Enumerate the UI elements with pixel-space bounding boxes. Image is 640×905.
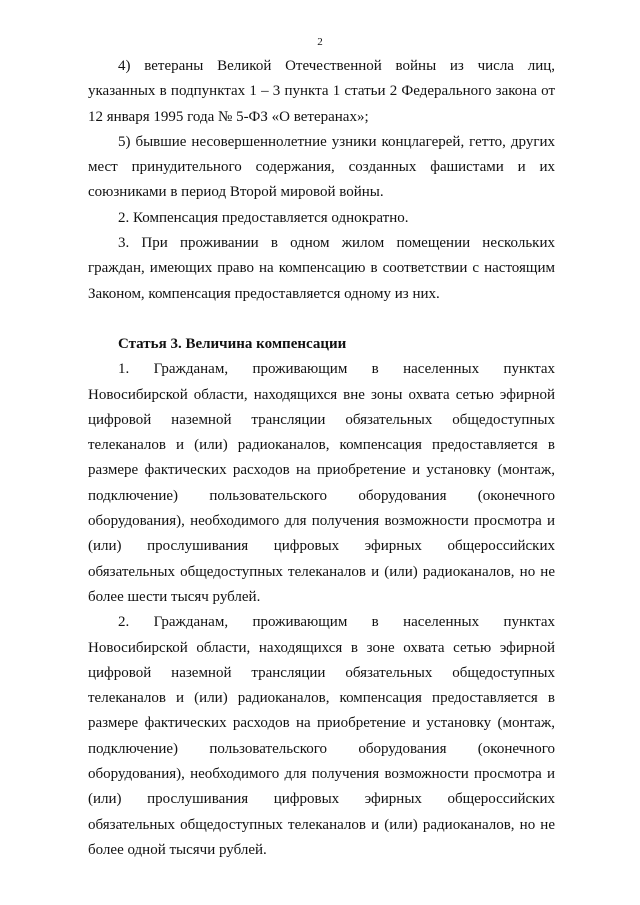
paragraph-one-time-compensation: 2. Компенсация предоставляется однократно. <box>118 209 409 226</box>
paragraph-veterans: 4) ветераны Великой Отечественной войны из числа лиц, указанных в подпунктах 1 – 3 пункта 1 статьи 2 Федерального закона от 12 января 1995 года № 5-ФЗ «О ветеранах»; <box>88 58 555 125</box>
article-3-item-2: 2. Гражданам, проживающим в населенных пунктах Новосибирской области, находящихся в зоне охвата сетью эфирной цифровой наземной трансляции обязательных общедоступных телеканалов и (или) радиоканалов, компенсация предоставляется в размере фактических расходов на приобретение и установку (монтаж, подключение) пользовательского оборудования (оконечного оборудования), необходимого для получения возможности просмотра и (или) прослушивания цифровых эфирных общероссийских обязательных общедоступных телеканалов и (или) радиоканалов, но не более одной тысячи рублей. <box>88 614 555 858</box>
page-number: 2 <box>317 36 323 48</box>
article-3-heading: Статья 3. Величина компенсации <box>118 335 347 352</box>
article-3-item-1: 1. Гражданам, проживающим в населенных пунктах Новосибирской области, находящихся вне зоны охвата сетью эфирной цифровой наземной трансляции обязательных общедоступных телеканалов и (или) радиоканалов, компенсация предоставляется в размере фактических расходов на приобретение и установку (монтаж, подключение) пользовательского оборудования (оконечного оборудования), необходимого для получения возможности просмотра и (или) прослушивания цифровых эфирных общероссийских обязательных общедоступных телеканалов и (или) радиоканалов, но не более шести тысяч рублей. <box>88 361 555 605</box>
paragraph-former-prisoners: 5) бывшие несовершеннолетние узники концлагерей, гетто, других мест принудительного содержания, созданных фашистами и их союзниками в период Второй мировой войны. <box>88 133 555 201</box>
document-body <box>88 54 555 863</box>
paragraph-shared-residence: 3. При проживании в одном жилом помещении нескольких граждан, имеющих право на компенсацию в соответствии с настоящим Законом, компенсация предоставляется одному из них. <box>88 235 555 302</box>
